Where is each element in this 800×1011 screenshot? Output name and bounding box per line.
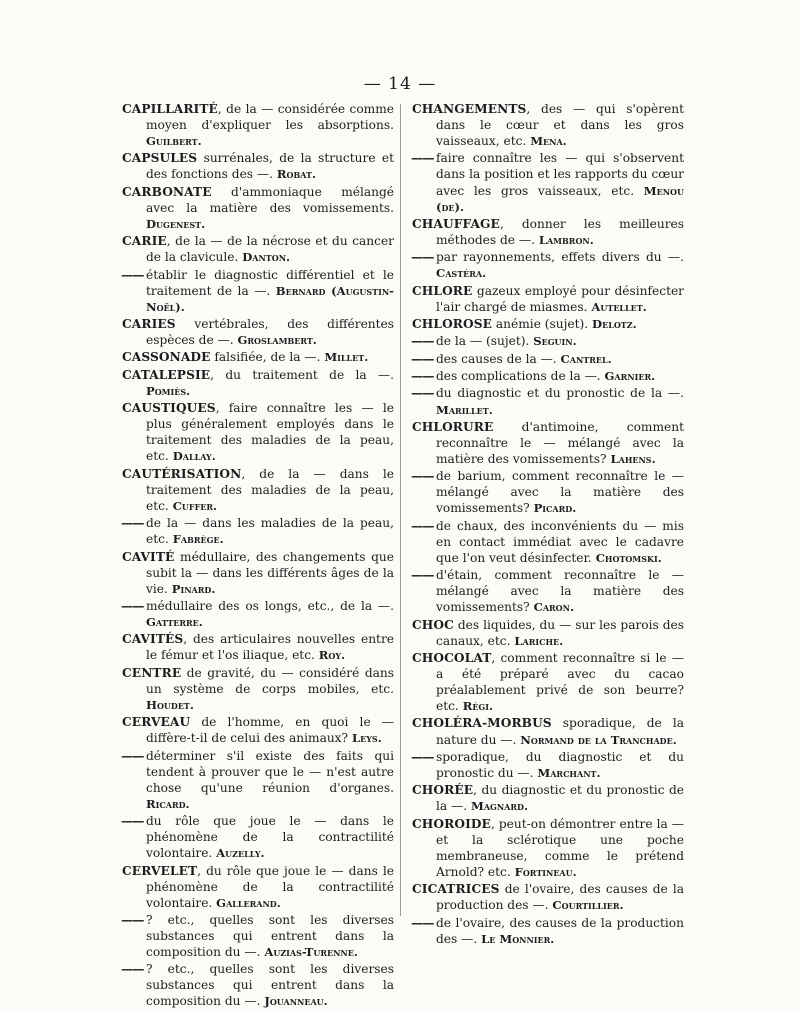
entry-author: Magnard. (470, 799, 528, 814)
entry-text: établir le diagnostic différentiel et le traitement de la —. (146, 267, 394, 298)
repeat-dash: —— (121, 814, 144, 829)
entry-author: Cantrel. (560, 351, 612, 366)
entry-author: Dallay. (172, 449, 216, 464)
entry-text: d'antimoine, comment reconnaître le — mélangé avec la matière des vomissements? (436, 419, 684, 466)
entry-text: de la — dans les maladies de la peau, etc. (146, 516, 394, 547)
entry-text: de gravité, du — considéré dans un système de corps mobiles, etc. (146, 665, 394, 696)
index-entry (412, 419, 684, 467)
entry-text: , faire connaître les — le plus généralement employés dans le traitement des maladies de la peau, etc. (146, 401, 394, 464)
entry-text: faire connaître les — qui s'observent dans la position et les rapports du cœur avec les gros vaisseaux, etc. (436, 151, 684, 198)
index-entry (122, 813, 394, 861)
entry-heading: CHORÉE (412, 783, 474, 798)
repeat-dash: —— (411, 568, 434, 583)
entry-author: Bernard (Augustin-Noël). (146, 283, 394, 314)
repeat-dash: —— (121, 598, 144, 613)
index-entry (122, 631, 394, 663)
entry-text: anémie (sujet). (492, 317, 589, 332)
entry-heading: CAVITÉS (122, 632, 184, 647)
entry-heading: CICATRICES (412, 882, 500, 897)
entry-author: Marillet. (436, 402, 493, 417)
entry-text: de l'ovaire, des causes de la production des —. (436, 882, 684, 913)
entry-text: déterminer s'il existe des faits qui tendent à prouver que le — n'est autre chose qu'une réunion d'organes. (146, 748, 394, 795)
entry-text: des causes de la —. (436, 351, 557, 366)
entry-author: Pinard. (171, 581, 216, 596)
entry-author: Millet. (324, 350, 369, 365)
entry-author: Gatterre. (146, 615, 203, 630)
repeat-dash: —— (411, 749, 434, 764)
entry-author: Le Monnier. (481, 931, 555, 946)
column-divider (400, 104, 401, 916)
entry-author: Autellet. (591, 299, 647, 314)
index-entry (412, 351, 684, 367)
entry-author: Robat. (276, 167, 316, 182)
index-entry (122, 233, 394, 265)
entry-heading: CERVELET (122, 863, 198, 878)
index-entry (412, 283, 684, 315)
index-entry (412, 368, 684, 384)
repeat-dash: —— (411, 469, 434, 484)
entry-author: Seguin. (533, 334, 577, 349)
entry-text: médullaire, des changements que subit la — dans les différents âges de la vie. (146, 549, 394, 596)
entry-heading: CARIE (122, 234, 167, 249)
entry-author: Caron. (533, 600, 574, 615)
index-entry (122, 748, 394, 812)
entry-heading: CHOCOLAT (412, 651, 492, 665)
entry-text: de l'ovaire, des causes de la production des —. (436, 915, 684, 946)
entry-author: Menou (de). (436, 183, 684, 214)
repeat-dash: —— (411, 369, 434, 384)
index-entry (412, 333, 684, 349)
entry-author: Auzias-Turenne. (264, 945, 358, 960)
entry-text: , des articulaires nouvelles entre le fémur et l'os iliaque, etc. (146, 632, 394, 663)
repeat-dash: —— (121, 748, 144, 763)
index-entry (412, 316, 684, 332)
index-column-left (122, 101, 394, 1011)
entry-author: Houdet. (146, 697, 194, 712)
entry-heading: CAPSULES (122, 151, 198, 166)
repeat-dash: —— (121, 962, 144, 977)
entry-author: Roy. (318, 648, 346, 663)
repeat-dash: —— (411, 518, 434, 533)
entry-heading: CHLORE (412, 283, 473, 298)
entry-text: , donner les meilleures méthodes de —. (436, 216, 684, 247)
entry-text: de l'homme, en quoi le — diffère-t-il de celui des animaux? (146, 715, 394, 746)
repeat-dash: —— (121, 267, 144, 282)
entry-heading: CAPILLARITÉ (122, 102, 218, 116)
entry-text: , de la — considérée comme moyen d'expliquer les absorptions. (146, 102, 394, 133)
entry-text: d'étain, comment reconnaître le — mélangé avec la matière des vomissements? (436, 568, 684, 615)
entry-author: Lahens. (610, 451, 656, 466)
entry-author: Leys. (351, 731, 382, 746)
repeat-dash: —— (411, 351, 434, 366)
entry-heading: CAUSTIQUES (122, 401, 216, 416)
entry-author: Garnier. (604, 369, 656, 384)
entry-text: des liquides, du — sur les parois des canaux, etc. (436, 617, 684, 648)
entry-text: , des — qui s'opèrent dans le cœur et dans les gros vaisseaux, etc. (436, 102, 684, 149)
index-entry (412, 567, 684, 615)
entry-author: Picard. (533, 501, 577, 516)
entry-text: , de la — de la nécrose et du cancer de la clavicule. (146, 234, 394, 265)
index-entry (412, 782, 684, 814)
entry-heading: CAUTÉRISATION (122, 466, 242, 481)
repeat-dash: —— (411, 915, 434, 930)
entry-author: Groslambert. (237, 333, 317, 348)
page-number: — 14 — (363, 74, 437, 94)
entry-author: Jouanneau. (264, 994, 328, 1009)
index-entry (412, 650, 684, 714)
index-entry (412, 617, 684, 649)
entry-heading: CARBONATE (122, 184, 212, 199)
entry-heading: CASSONADE (122, 350, 211, 365)
index-entry (122, 598, 394, 630)
entry-author: Auzelly. (216, 846, 265, 861)
index-entry (412, 150, 684, 214)
entry-text: sporadique, du diagnostic et du pronostic du —. (436, 749, 684, 780)
entry-heading: CENTRE (122, 665, 182, 680)
index-column-right (412, 101, 684, 948)
entry-heading: CAVITÉ (122, 549, 175, 564)
index-entry (122, 665, 394, 713)
index-entry (122, 400, 394, 464)
entry-author: Marchant. (537, 765, 601, 780)
entry-text: gazeux employé pour désinfecter l'air chargé de miasmes. (436, 283, 684, 314)
repeat-dash: —— (411, 250, 434, 265)
index-entry (122, 316, 394, 348)
entry-author: Courtillier. (552, 898, 624, 913)
index-entry (122, 349, 394, 365)
entry-text: des complications de la —. (436, 369, 601, 384)
repeat-dash: —— (411, 386, 434, 401)
entry-author: Pomiès. (146, 383, 191, 398)
index-entry (122, 863, 394, 911)
index-entry (122, 367, 394, 399)
entry-author: Dugenest. (146, 216, 206, 231)
entry-heading: CHLOROSE (412, 317, 493, 332)
index-entry (122, 515, 394, 547)
entry-text: du diagnostic et du pronostic de la —. (436, 386, 684, 401)
index-entry (412, 468, 684, 516)
index-entry (122, 714, 394, 746)
entry-text: , du diagnostic et du pronostic de la —. (436, 783, 684, 814)
entry-author: Lambron. (538, 232, 594, 247)
entry-author: Chotomski. (595, 550, 662, 565)
entry-text: médullaire des os longs, etc., de la —. (146, 598, 394, 613)
entry-text: par rayonnements, effets divers du —. (436, 250, 684, 265)
entry-text: , de la — dans le traitement des maladies de la peau, etc. (146, 466, 394, 513)
index-entry (412, 715, 684, 747)
index-entry (412, 101, 684, 149)
entry-author: Fabrège. (172, 532, 224, 547)
entry-heading: CHAUFFAGE (412, 216, 500, 231)
index-entry (412, 915, 684, 947)
entry-text: surrénales, de la structure et des fonctions des —. (146, 151, 394, 182)
entry-author: Normand de la Tranchade. (520, 732, 677, 747)
entry-text: , du traitement de la —. (210, 367, 394, 382)
entry-author: Régi. (462, 699, 494, 714)
index-entry (412, 749, 684, 781)
index-entry (412, 518, 684, 566)
entry-author: Castéra. (436, 266, 487, 281)
index-entry (412, 385, 684, 417)
entry-author: Danton. (242, 250, 291, 265)
index-entry (122, 267, 394, 315)
entry-heading: CHANGEMENTS (412, 102, 527, 116)
entry-heading: CHLORURE (412, 419, 494, 434)
entry-author: Guilbert. (146, 134, 202, 149)
entry-text: de barium, comment reconnaître le — mélangé avec la matière des vomissements? (436, 469, 684, 516)
entry-heading: CATALEPSIE (122, 367, 211, 382)
entry-text: de chaux, des inconvénients du — mis en contact immédiat avec le cadavre que l'on veut désinfecter. (436, 518, 684, 565)
repeat-dash: —— (411, 334, 434, 349)
entry-heading: CHOROIDE (412, 816, 491, 831)
entry-text: sporadique, de la nature du —. (436, 716, 684, 747)
index-entry (122, 961, 394, 1009)
entry-text: , du rôle que joue le — dans le phénomène de la contractilité volontaire. (146, 863, 394, 910)
index-entry (122, 101, 394, 149)
entry-text: de la — (sujet). (436, 334, 530, 349)
entry-text: ? etc., quelles sont les diverses substances qui entrent dans la composition du —. (146, 962, 394, 1009)
index-entry (122, 150, 394, 182)
entry-heading: CARIES (122, 317, 176, 332)
entry-author: Lariche. (514, 633, 564, 648)
entry-author: Delotz. (592, 317, 637, 332)
entry-author: Ricard. (146, 796, 190, 811)
entry-text: du rôle que joue le — dans le phénomène de la contractilité volontaire. (146, 814, 394, 861)
entry-author: Fortineau. (514, 864, 577, 879)
entry-text: falsifiée, de la —. (210, 350, 321, 365)
entry-author: Gallerand. (216, 895, 281, 910)
entry-text: , comment reconnaître si le — a été préparé avec du cacao préalablement privé de son beurre? etc. (436, 651, 684, 714)
index-entry (122, 466, 394, 514)
entry-text: ? etc., quelles sont les diverses substances qui entrent dans la composition du —. (146, 912, 394, 960)
entry-heading: CERVEAU (122, 715, 191, 730)
index-entry (122, 912, 394, 960)
repeat-dash: —— (121, 912, 144, 927)
index-entry (122, 549, 394, 597)
index-entry (412, 816, 684, 880)
index-entry (412, 249, 684, 281)
entry-heading: CHOC (412, 617, 454, 632)
entry-text: vertébrales, des différentes espèces de —. (146, 317, 394, 348)
repeat-dash: —— (411, 151, 434, 166)
entry-text: d'ammoniaque mélangé avec la matière des vomissements. (146, 184, 394, 215)
repeat-dash: —— (121, 516, 144, 531)
entry-author: Cuffer. (172, 498, 218, 513)
index-entry (122, 184, 394, 232)
entry-text: , peut-on démontrer entre la — et la sclérotique une poche membraneuse, comme le prétend Arnold? etc. (436, 816, 684, 879)
entry-author: Mena. (530, 134, 567, 149)
index-entry (412, 881, 684, 913)
entry-heading: CHOLÉRA-MORBUS (412, 716, 552, 731)
index-entry (412, 216, 684, 248)
